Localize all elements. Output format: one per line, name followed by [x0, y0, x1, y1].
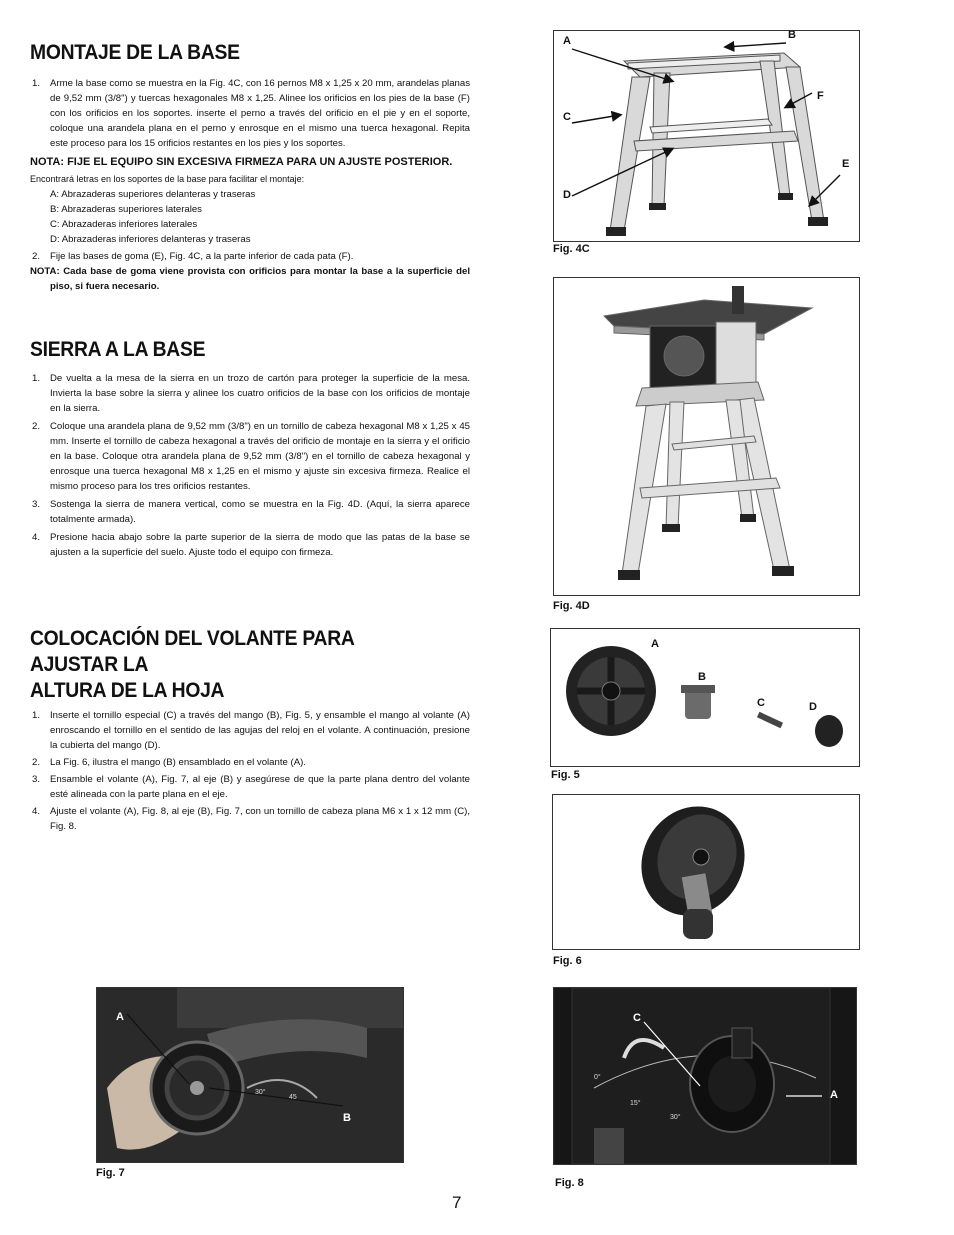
caption-fig-5: Fig. 5	[551, 769, 580, 781]
wheel-on-shaft-photo	[97, 988, 403, 1162]
label-c: C	[633, 1012, 641, 1024]
label-a: A	[563, 35, 571, 47]
figure-4d	[553, 277, 860, 596]
section-title-saw: SIERRA A LA BASE	[30, 338, 206, 361]
label-d: D	[563, 189, 571, 201]
caption-fig-8: Fig. 8	[555, 1177, 584, 1189]
label-a: A	[651, 638, 659, 650]
saw-step-4: 4. Presione hacia abajo sobre la parte superior de la sierra de modo que las patas de la base se ajusten a la superficie del suelo. Ajuste todo el equipo con firmeza.	[32, 532, 470, 558]
label-b: B	[343, 1112, 351, 1124]
figure-7	[96, 987, 404, 1163]
scale-30: 30°	[255, 1089, 266, 1096]
base-stand-illustration	[554, 31, 859, 241]
saw-step-1: 1. De vuelta a la mesa de la sierra en un trozo de cartón para proteger la superficie de la mesa. Invierta la base sobre la sierra y alinee los cuatro orificios de la base con los orificios de montaje en la sierra.	[32, 373, 470, 414]
figure-4c	[553, 30, 860, 242]
label-c: C	[563, 111, 571, 123]
base-step-1: 1. Arme la base como se muestra en la Fig. 4C, con 16 pernos M8 x 1,25 x 20 mm, arandelas planas de 9,52 mm (3/8") y tuercas hexagonales M8 x 1,25. Alinee los orificios en los pies de la base (F) con los orificios en los soportes. inserte el perno a través del orificio en el pie y en el soporte, coloque una arandela plana en el perno y enrosque en el mismo una tuerca hexagonal. Repita este proceso para los 15 orificios restantes en los pies y los soportes.	[32, 78, 470, 149]
caption-fig-4d: Fig. 4D	[553, 600, 590, 612]
saw-step-2: 2. Coloque una arandela plana de 9,52 mm (3/8") en un tornillo de cabeza hexagonal M8 x 1,25 x 45 mm. Inserte el tornillo de cabeza hexagonal a través del orificio de montaje en la sierra y el orificio en la base. Coloque otra arandela plana de 9,52 mm (3/8") en el tornillo de cabeza hexagonal y enrosque una tuerca hexagonal M8 x 1,25 en el mismo y ajuste sin excesiva firmeza. Realice el mismo proceso para los tres orificios restantes.	[32, 421, 470, 492]
section-wheel	[30, 626, 470, 834]
wheel-step-3: 3. Ensamble el volante (A), Fig. 7, al eje (B) y asegúrese de que la parte plana dentro del volante esté alineada con la parte plana en el eje.	[32, 774, 470, 800]
letters-intro: Encontrará letras en los soportes de la base para facilitar el montaje:	[30, 174, 305, 184]
letter-a: A: Abrazaderas superiores delanteras y traseras	[50, 189, 256, 200]
figure-8	[553, 987, 857, 1165]
figure-5	[550, 628, 860, 767]
label-e: E	[842, 158, 850, 170]
scale-30: 30°	[670, 1114, 681, 1121]
assembled-handwheel-illustration	[553, 795, 859, 949]
scale-15: 15°	[630, 1100, 641, 1107]
scale-45: 45	[289, 1094, 297, 1101]
scale-0: 0°	[594, 1074, 601, 1081]
letter-b: B: Abrazaderas superiores laterales	[50, 204, 202, 215]
base-step-2: 2. Fije las bases de goma (E), Fig. 4C, a la parte inferior de cada pata (F).	[32, 251, 354, 262]
caption-fig-6: Fig. 6	[553, 955, 582, 967]
letter-c: C: Abrazaderas inferiores laterales	[50, 219, 198, 230]
label-a: A	[116, 1011, 124, 1023]
saw-step-3: 3. Sostenga la sierra de manera vertical, como se muestra en la Fig. 4D. (Aquí, la sierra aparece totalmente armada).	[32, 499, 470, 525]
caption-fig-4c: Fig. 4C	[553, 243, 590, 255]
label-a: A	[830, 1089, 838, 1101]
label-f: F	[817, 90, 824, 102]
label-d: D	[809, 701, 817, 713]
section-title-wheel-1: COLOCACIÓN DEL VOLANTE PARA AJUSTAR LA	[30, 627, 354, 676]
letter-d: D: Abrazaderas inferiores delanteras y traseras	[50, 234, 251, 245]
figure-6	[552, 794, 860, 950]
wheel-step-4: 4. Ajuste el volante (A), Fig. 8, al eje (B), Fig. 7, con un tornillo de cabeza plana M6 x 1 x 12 mm (C), Fig. 8.	[32, 806, 470, 832]
page-number: 7	[452, 1193, 462, 1212]
caption-fig-7: Fig. 7	[96, 1167, 125, 1179]
wheel-step-2: 2. La Fig. 6, ilustra el mango (B) ensamblado en el volante (A).	[32, 757, 306, 768]
label-b: B	[788, 30, 796, 41]
label-c: C	[757, 697, 765, 709]
section-saw	[30, 337, 470, 560]
base-note-1: NOTA: FIJE EL EQUIPO SIN EXCESIVA FIRMEZA PARA UN AJUSTE POSTERIOR.	[30, 156, 453, 168]
label-b: B	[698, 671, 706, 683]
section-title-base: MONTAJE DE LA BASE	[30, 41, 240, 64]
section-base	[30, 40, 470, 294]
base-note-2: NOTA: Cada base de goma viene provista con orificios para montar la base a la superficie del piso, si fuera necesario.	[30, 266, 470, 292]
handwheel-parts-illustration	[551, 629, 859, 766]
section-title-wheel-2: ALTURA DE LA HOJA	[30, 679, 225, 702]
wheel-step-1: 1. Inserte el tornillo especial (C) a través del mango (B), Fig. 5, y ensamble el mango al volante (A) enroscando el tornillo en el sentido de las agujas del reloj en el volante. A continuación, presione la cubierta del mango (D).	[32, 710, 470, 751]
saw-on-stand-illustration	[554, 278, 859, 595]
